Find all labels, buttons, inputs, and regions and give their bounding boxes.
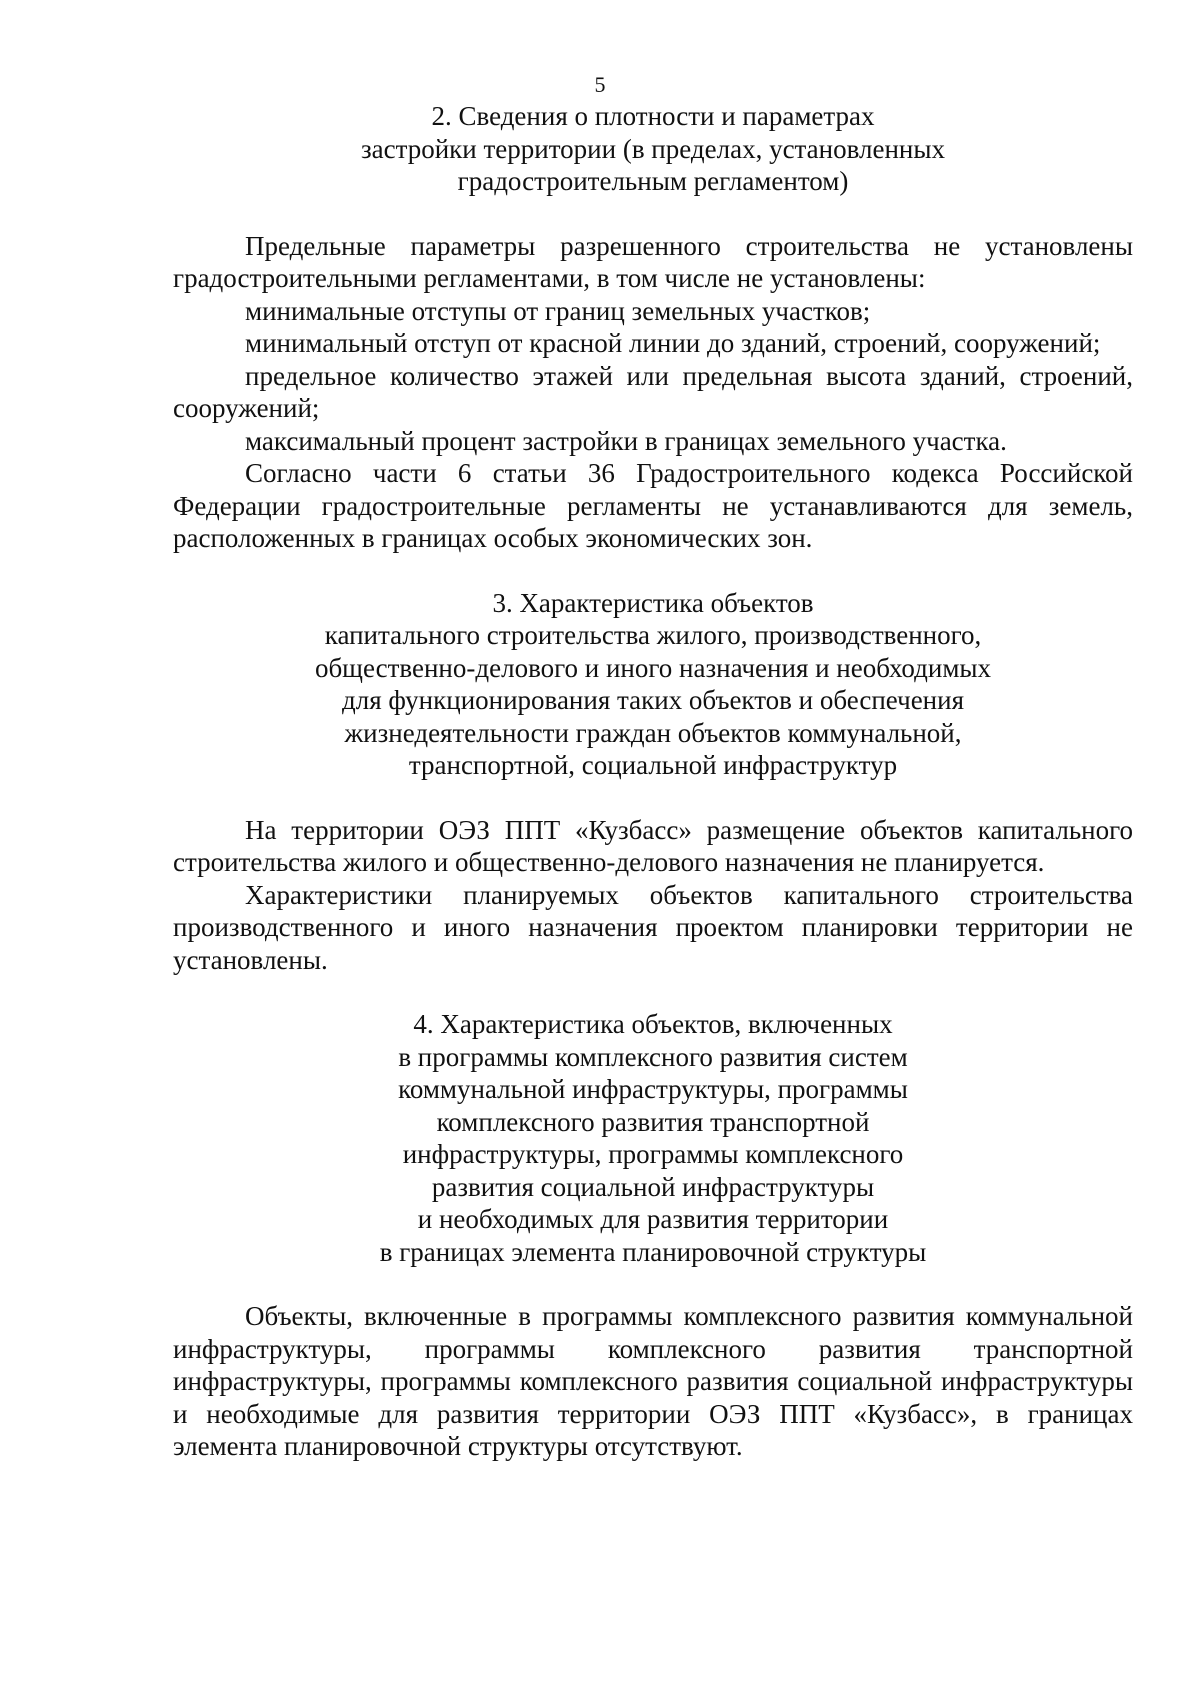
spacer <box>173 1268 1133 1300</box>
paragraph: Согласно части 6 статьи 36 Градостроительного кодекса Российской Федерации градостроительные регламенты не устанавливаются для земель, расположенных в границах особых экономических зон. <box>173 458 1133 553</box>
paragraph: Характеристики планируемых объектов капитального строительства производственного и иного назначения проектом планировки территории не установлены. <box>173 879 1133 975</box>
page-number: 5 <box>594 72 606 97</box>
list-item: минимальный отступ от красной линии до зданий, строений, сооружений; <box>245 328 1101 358</box>
heading-line: 3. Характеристика объектов <box>492 587 814 618</box>
heading-line: коммунальной инфраструктуры, программы <box>398 1074 908 1104</box>
heading-line: для функционирования таких объектов и обеспечения <box>341 685 964 715</box>
paragraph: Предельные параметры разрешенного строительства не установлены градостроительными регламентами, в том числе не установлены: <box>173 230 1133 293</box>
document-body <box>173 100 1133 1463</box>
heading-line: транспортной, социальной инфраструктур <box>408 750 898 780</box>
heading-line: и необходимых для развития территории <box>417 1204 889 1234</box>
heading-line: общественно-делового и иного назначения и необходимых <box>314 652 992 683</box>
heading-line: развития социальной инфраструктуры <box>431 1171 875 1202</box>
section-3-heading <box>173 587 1133 782</box>
paragraph: Объекты, включенные в программы комплексного развития коммунальной инфраструктуры, программы комплексного развития транспортной инфраструктуры, программы комплексного развития социальной инфраструктуры и необходимые для развития территории ОЭЗ ППТ «Кузбасс», в границах элемента планировочной структуры отсутствуют. <box>173 1301 1133 1461</box>
heading-line: 2. Сведения о плотности и параметрах <box>431 101 875 131</box>
paragraph: На территории ОЭЗ ППТ «Кузбасс» размещение объектов капитального строительства жилого и общественно-делового назначения не планируется. <box>173 814 1133 877</box>
list-item: минимальные отступы от границ земельных участков; <box>245 295 871 326</box>
list-item: предельное количество этажей или предельная высота зданий, строений, сооружений; <box>173 360 1133 423</box>
section-2-heading <box>173 100 1133 198</box>
heading-line: 4. Характеристика объектов, включенных <box>413 1009 893 1039</box>
heading-line: капитального строительства жилого, производственного, <box>324 620 982 650</box>
list-item: максимальный процент застройки в границах земельного участка. <box>245 425 1007 456</box>
spacer <box>173 555 1133 587</box>
heading-line: в программы комплексного развития систем <box>398 1041 908 1072</box>
heading-line: комплексного развития транспортной <box>436 1106 870 1137</box>
heading-line: застройки территории (в пределах, установленных <box>360 133 946 164</box>
spacer <box>173 976 1133 1008</box>
heading-line: жизнедеятельности граждан объектов коммунальной, <box>344 717 962 748</box>
heading-line: градостроительным регламентом) <box>457 166 849 196</box>
section-4-heading <box>173 1008 1133 1268</box>
spacer <box>173 782 1133 814</box>
heading-line: в границах элемента планировочной структуры <box>379 1236 927 1267</box>
heading-line: инфраструктуры, программы комплексного <box>402 1139 904 1169</box>
spacer <box>173 198 1133 230</box>
